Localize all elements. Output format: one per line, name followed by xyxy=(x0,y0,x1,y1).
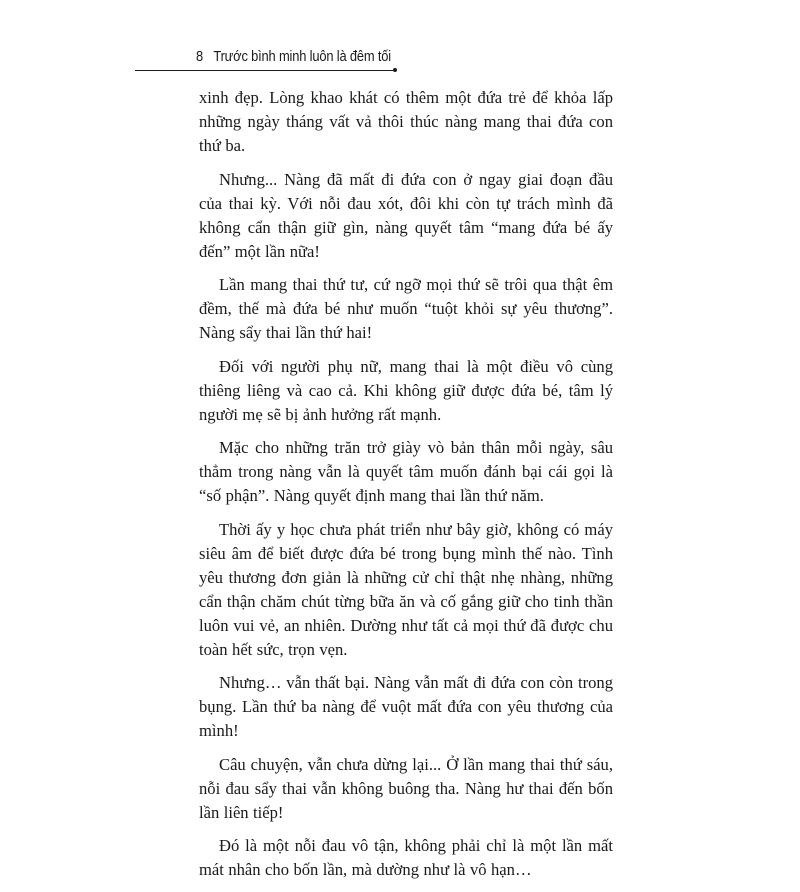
paragraph: Thời ấy y học chưa phát triển như bây giờ, không có máy siêu âm để biết được đứa bé trong bụng mình thế nào. Tình yêu thương đơn giản là những cử chỉ thật nhẹ nhàng, những cẩn thận chăm chút từng bữa ăn và cố gắng giữ cho tinh thần luôn vui vẻ, an nhiên. Dường như tất cả mọi thứ đã được chu toàn hết sức, trọn vẹn. xyxy=(199,519,613,659)
header-rule xyxy=(135,70,393,71)
book-title: Trước bình minh luôn là đêm tối xyxy=(213,48,391,65)
paragraph: Mặc cho những trăn trở giày vò bản thân mỗi ngày, sâu thẳm trong nàng vẫn là quyết tâm muốn đánh bại cái gọi là “số phận”. Nàng quyết định mang thai lần thứ năm. xyxy=(199,438,613,505)
body-text xyxy=(199,86,613,892)
paragraph: Đó là một nỗi đau vô tận, không phải chỉ là một lần mất mát nhân cho bốn lần, mà dường như là vô hạn… xyxy=(199,836,613,879)
paragraph: Đối với người phụ nữ, mang thai là một điều vô cùng thiêng liêng và cao cả. Khi không giữ được đứa bé, tâm lý người mẹ sẽ bị ảnh hưởng rất mạnh. xyxy=(199,356,613,424)
running-header xyxy=(196,48,391,65)
paragraph: xinh đẹp. Lòng khao khát có thêm một đứa trẻ để khỏa lấp những ngày tháng vất vả thôi thúc nàng mang thai đứa con thứ ba. xyxy=(199,88,613,155)
page-number: 8 xyxy=(196,48,204,65)
paragraph: Câu chuyện, vẫn chưa dừng lại... Ở lần mang thai thứ sáu, nỗi đau sẩy thai vẫn không buông tha. Nàng hư thai đến bốn lần liên tiếp! xyxy=(199,754,613,822)
paragraph: Nhưng… vẫn thất bại. Nàng vẫn mất đi đứa con còn trong bụng. Lần thứ ba nàng để vuột mất đứa con yêu thương của mình! xyxy=(199,673,613,740)
paragraph: Nhưng... Nàng đã mất đi đứa con ở ngay giai đoạn đầu của thai kỳ. Với nỗi đau xót, đôi khi còn tự trách mình đã không cẩn thận giữ gìn, nàng quyết tâm “mang đứa bé ấy đến” một lần nữa! xyxy=(199,169,613,261)
paragraph: Lần mang thai thứ tư, cứ ngỡ mọi thứ sẽ trôi qua thật êm đềm, thế mà đứa bé như muốn “tuột khỏi sự yêu thương”. Nàng sẩy thai lần thứ hai! xyxy=(199,275,613,342)
header-rule-ornament xyxy=(393,68,397,72)
